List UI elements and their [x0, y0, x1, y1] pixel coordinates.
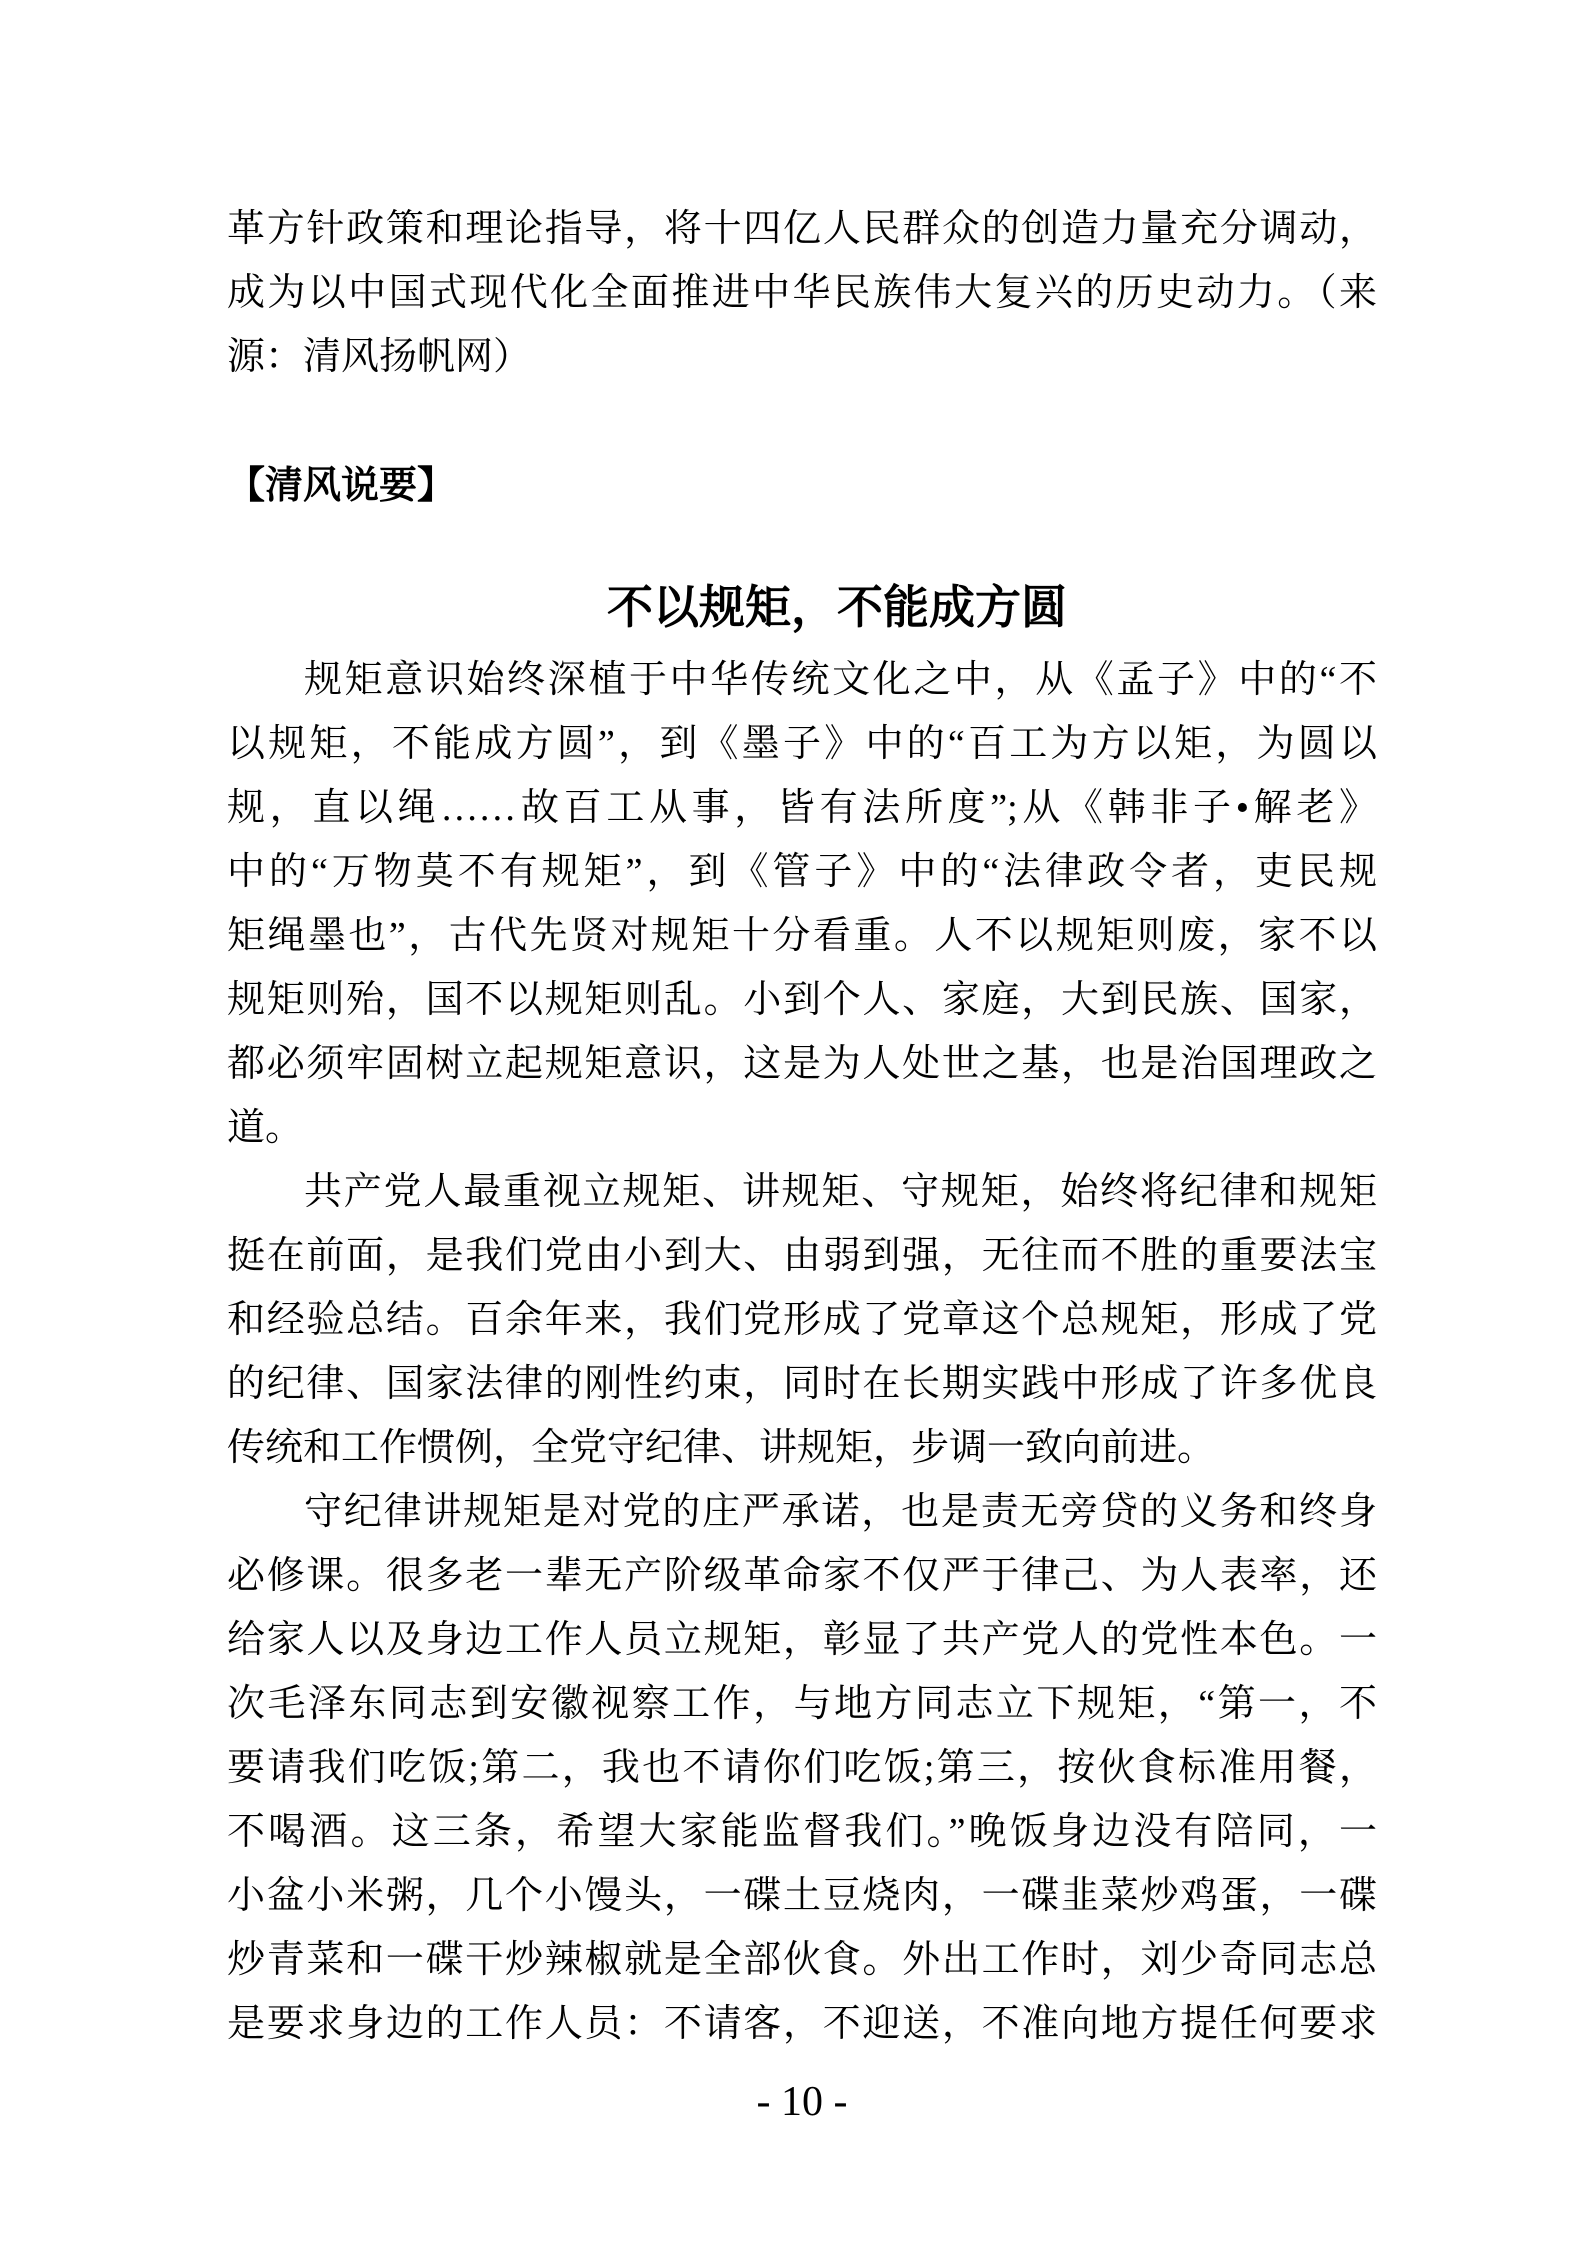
text-line: 规矩意识始终深植于中华传统文化之中，从《孟子》中的“不	[304, 659, 1377, 701]
text-line: 挺在前面，是我们党由小到大、由弱到强，无往而不胜的重要法宝	[227, 1235, 1377, 1277]
text-line: 都必须牢固树立起规矩意识，这是为人处世之基，也是治国理政之	[227, 1043, 1377, 1085]
text-line: 传统和工作惯例，全党守纪律、讲规矩，步调一致向前进。	[227, 1427, 1216, 1469]
text-line: 以规矩，不能成方圆”，到《墨子》中的“百工为方以矩，为圆以	[227, 723, 1377, 765]
section-header: 【清风说要】	[227, 465, 456, 507]
text-line: 规矩则殆，国不以规矩则乱。小到个人、家庭，大到民族、国家，	[227, 979, 1377, 1021]
text-line: 矩绳墨也”，古代先贤对规矩十分看重。人不以规矩则废，家不以	[227, 915, 1377, 957]
text-line: 革方针政策和理论指导，将十四亿人民群众的创造力量充分调动，	[227, 208, 1377, 250]
text-line: 和经验总结。百余年来，我们党形成了党章这个总规矩，形成了党	[227, 1299, 1377, 1341]
text-line: 守纪律讲规矩是对党的庄严承诺，也是责无旁贷的义务和终身	[304, 1491, 1377, 1533]
text-line: 中的“万物莫不有规矩”，到《管子》中的“法律政令者，吏民规	[227, 851, 1377, 893]
text-line: 次毛泽东同志到安徽视察工作，与地方同志立下规矩，“第一，不	[227, 1683, 1377, 1725]
text-line: 道。	[227, 1107, 304, 1149]
text-line: 的纪律、国家法律的刚性约束，同时在长期实践中形成了许多优良	[227, 1363, 1377, 1405]
text-line: 成为以中国式现代化全面推进中华民族伟大复兴的历史动力。（来	[227, 272, 1377, 314]
text-block	[227, 197, 1377, 2056]
text-line: 源：清风扬帆网）	[227, 336, 532, 378]
text-line: 共产党人最重视立规矩、讲规矩、守规矩，始终将纪律和规矩	[304, 1171, 1377, 1213]
article-body	[227, 648, 1377, 2056]
text-line: 是要求身边的工作人员：不请客，不迎送，不准向地方提任何要求	[227, 2003, 1377, 2045]
text-line: 规，直以绳……故百工从事，皆有法所度”;从《韩非子•解老》	[227, 787, 1377, 829]
text-line: 给家人以及身边工作人员立规矩，彰显了共产党人的党性本色。一	[227, 1619, 1377, 1661]
page-number: - 10 -	[756, 2079, 848, 2125]
text-line: 小盆小米粥，几个小馒头，一碟土豆烧肉，一碟韭菜炒鸡蛋，一碟	[227, 1875, 1377, 1917]
text-line: 不喝酒。这三条，希望大家能监督我们。”晚饭身边没有陪同，一	[227, 1811, 1377, 1853]
intro-paragraph	[227, 197, 1377, 389]
text-line: 炒青菜和一碟干炒辣椒就是全部伙食。外出工作时，刘少奇同志总	[227, 1939, 1377, 1981]
text-line: 要请我们吃饭;第二，我也不请你们吃饭;第三，按伙食标准用餐，	[227, 1747, 1377, 1789]
text-line: 必修课。很多老一辈无产阶级革命家不仅严于律己、为人表率，还	[227, 1555, 1377, 1597]
article-title: 不以规矩，不能成方圆	[607, 582, 1067, 633]
